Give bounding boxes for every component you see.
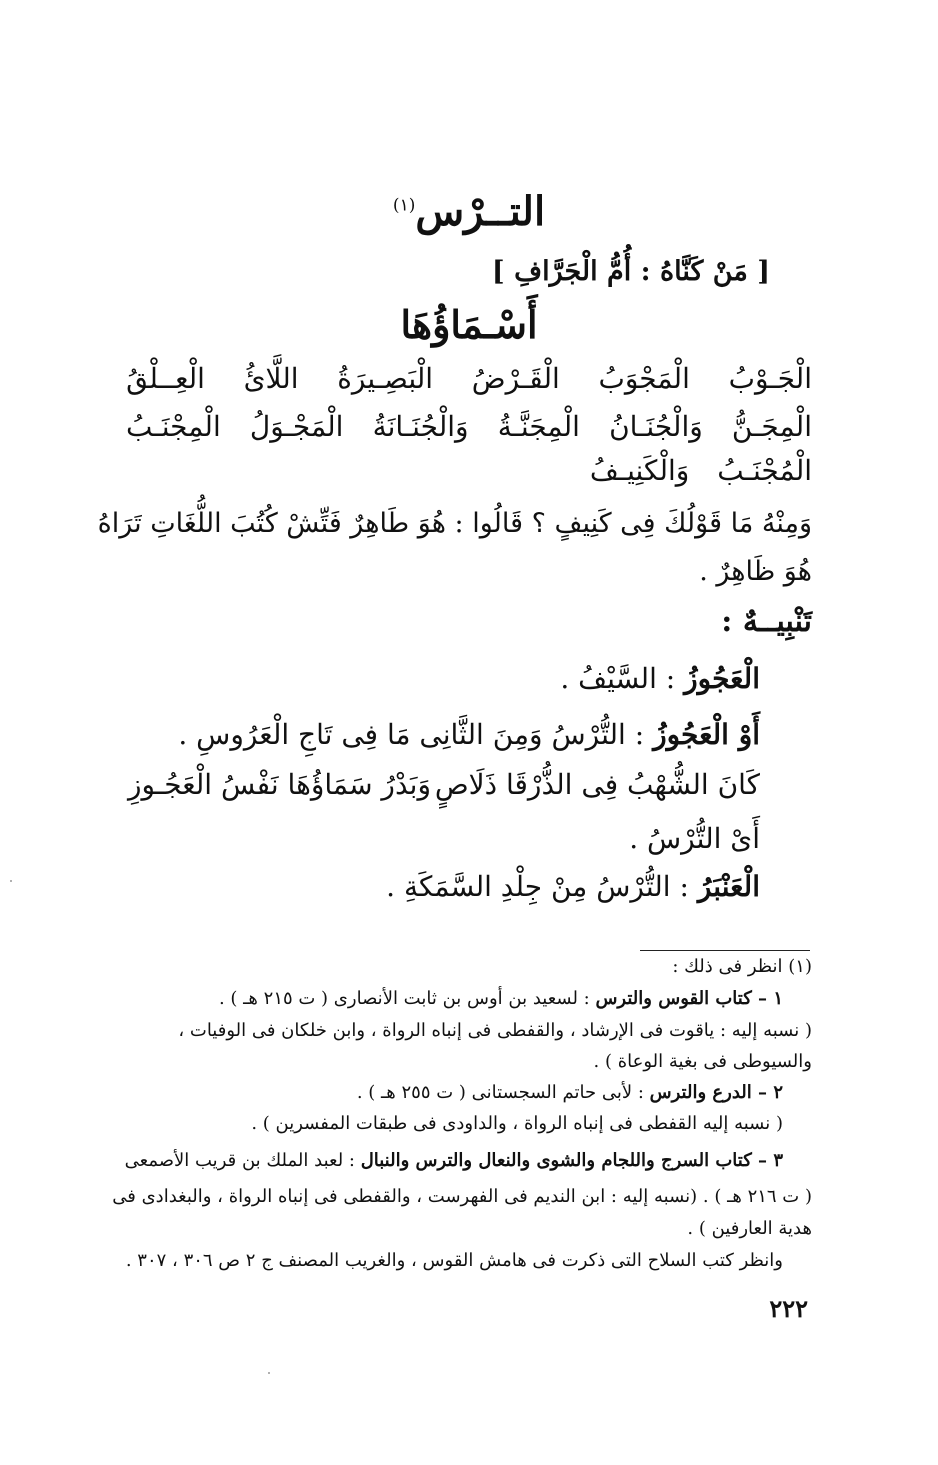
footnote-line [594,1051,812,1072]
chapter-title-text: التــرْس [415,188,546,235]
footnote-text: : لسعيد بن أوس بن ثابت الأنصارى ( ت ٢١٥ هـ ) . [218,988,596,1009]
footnote-line [178,1020,812,1041]
footnote-text: : لأبى حاتم السجستانى ( ت ٢٥٥ هـ ) . [356,1082,650,1103]
name-word: وَالْجُنَـانَةُ [372,410,469,443]
names-heading: أَسْـمَاؤُهَا [400,302,538,347]
name-word: اللَّائُ [243,362,299,395]
kunya-line: [ مَنْ كَنَّاهُ : أُمُّ الْجَرَّافِ ] [491,256,770,287]
footnote-bold: ٢ – الدرع والترس [649,1082,783,1103]
name-word: الْمَجْوَبُ [598,362,690,395]
footnote-line [112,1186,812,1207]
name-word: وَالْجُنَـانُ [609,410,703,443]
footnote-bold: ٣ – كتاب السرج واللجام والشوى والنعال والترس والنبال [360,1150,783,1171]
footnote-line [126,1250,783,1271]
scan-speck [268,1372,270,1374]
footnote-line [357,1082,783,1103]
entry-head: أَوْ الْعَجُوزُ [653,718,760,751]
name-word: الْمِجَـنُّ [731,410,812,443]
names-row-2 [126,410,812,443]
body-line-1: وَمِنْهُ مَا قَوْلُكَ فِى كَنِيفٍ ؟ قَالُوا : هُوَ طَاهِرٌ فَتِّشْ كُتُبَ اللُّغَاتِ تَرَاهُ [97,508,812,539]
name-word: الْبَصِـيرَةُ [337,362,434,395]
footnote-text: والسيوطى فى بغية الوعاة ) . [593,1051,812,1072]
entry-text: : التُّرْسُ وَمِنَ الثَّانِى مَا فِى تَاجِ الْعَرُوسِ . [178,718,654,751]
footnote-text: ( نسبه إليه : ياقوت فى الإرشاد ، والقفطى فى إنباه الرواة ، وابن خلكان فى الوفيات ، [178,1020,812,1041]
chapter-title [300,188,638,235]
footnote-line [672,956,812,977]
name-word: الْجَـوْبُ [728,362,812,395]
entry-head: الْعَنْبَرُ [697,870,760,903]
name-word: الْعِــلْقُ [126,362,205,395]
entry-ajuz-sword [560,662,760,695]
entry-text: : التُّرْسُ مِنْ جِلْدِ السَّمَكَةِ . [386,870,698,903]
footnote-line [125,1150,783,1171]
verse-hemistich-1: كَانَ الشُّهْبُ فِى الذُّرْقَا ذَلَاصٍ [434,768,760,801]
name-word: الْمَجْـوَلُ [249,410,344,443]
footnote-marker: (١) [392,195,416,216]
footnote-line [687,1218,812,1239]
page-number: ٢٢٢ [769,1294,808,1323]
footnote-separator [640,950,810,951]
footnote-text: ( نسبه إليه القفطى فى إنباه الرواة ، والداودى فى طبقات المفسرين ) . [251,1113,783,1134]
name-word: الْمُجْنَـبُ [717,454,812,487]
names-row-1 [126,362,812,395]
scan-speck [10,880,12,882]
entry-text: : السَّيْفُ . [560,662,685,695]
footnote-line [251,1113,783,1134]
entry-anbar [386,870,760,903]
body-line-2: هُوَ ظَاهِرٌ . [699,556,812,587]
footnote-text: ( ت ٢١٦ هـ ) . (نسبه إليه : ابن النديم فى الفهرست ، والقفطى فى إنباه الرواة ، والبغدادى فى [112,1186,812,1207]
footnote-line [219,988,783,1009]
name-word: وَالْكَنِيـفُ [589,454,690,487]
footnote-text: وانظر كتب السلاح التى ذكرت فى هامش القوس ، والغريب المصنف ج ٢ ص ٣٠٦ ، ٣٠٧ . [125,1250,783,1271]
name-word: الْمِجْنَـبُ [126,410,221,443]
footnote-bold: ١ – كتاب القوس والترس [595,988,783,1009]
name-word: الْمِجَنَّـةُ [497,410,580,443]
names-row-3 [590,454,812,487]
poetry-verse [128,768,760,801]
footnote-text: (١) انظر فى ذلك : [672,956,812,977]
footnote-text: هدية العارفين ) . [687,1218,812,1239]
verse-note: أَىْ التُّرْسُ . [629,822,760,855]
verse-hemistich-2: وَبَدْرُ سَمَاؤُهَا نَفْسُ الْعَجُـوزِ [128,768,431,801]
entry-ajuz-shield [178,718,760,751]
footnote-text: : لعبد الملك بن قريب الأصمعى [124,1150,361,1171]
entry-head: الْعَجُوزُ [684,662,760,695]
tanbih-heading: تَنْبِيــهٌ : [721,604,812,639]
name-word: الْقَـرْضُ [471,362,560,395]
